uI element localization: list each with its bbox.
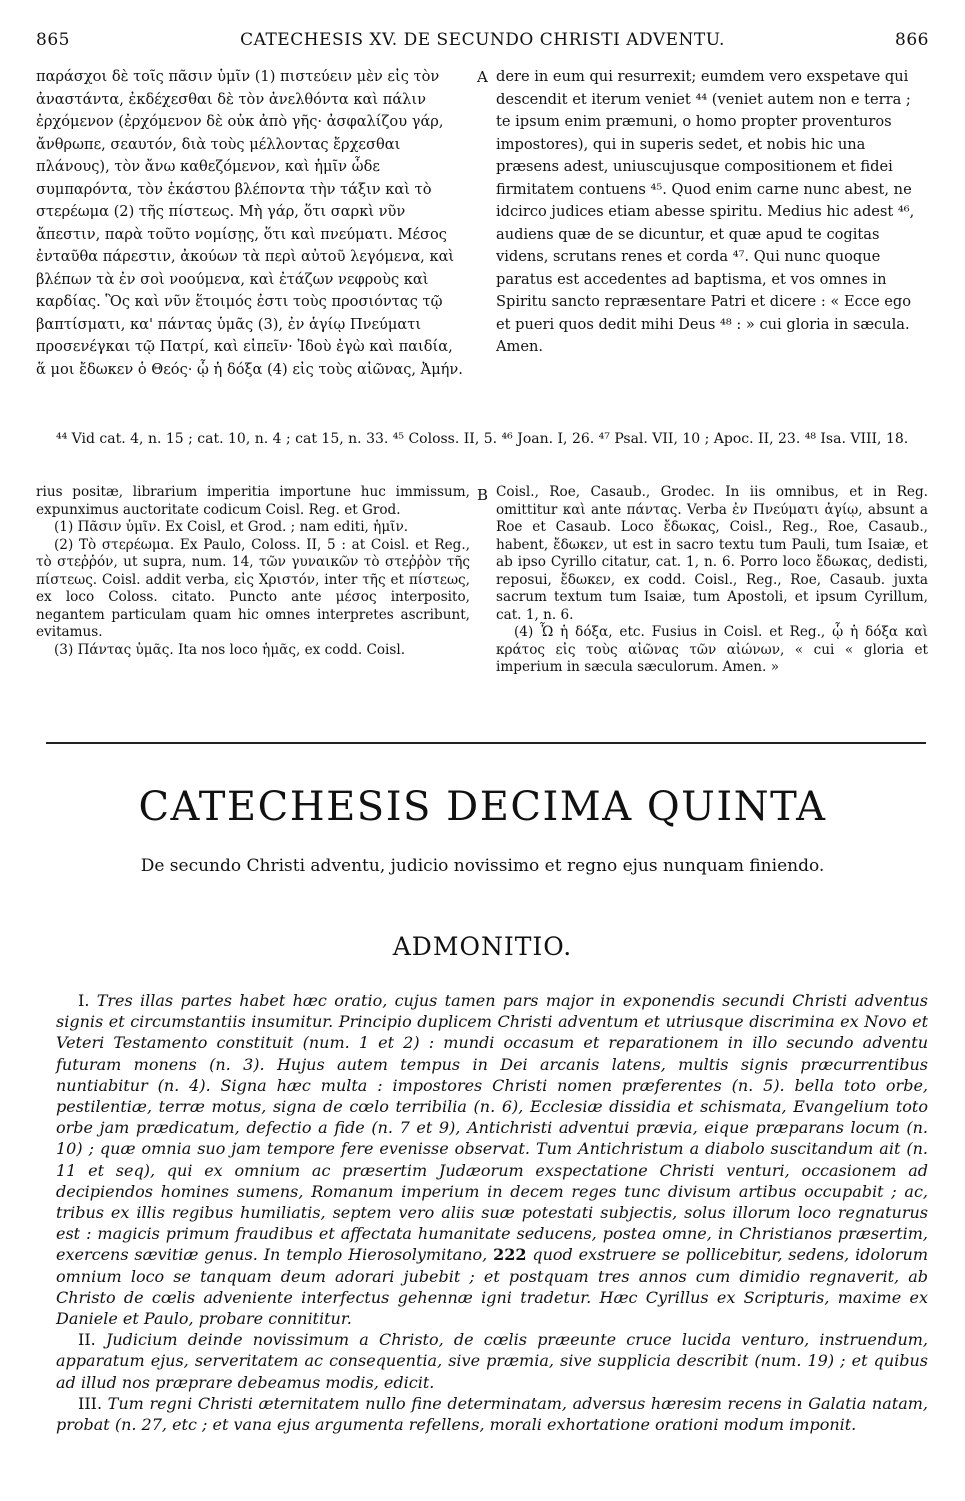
column-marker-b: B	[477, 486, 489, 504]
admonitio-heading: ADMONITIO.	[392, 932, 573, 961]
section-divider	[46, 742, 926, 744]
admonitio-paragraph-1	[56, 990, 928, 1329]
critical-notes-left	[36, 484, 470, 659]
main-title: CATECHESIS DECIMA QUINTA	[138, 784, 827, 830]
greek-column	[36, 66, 466, 381]
note-paragraph: (1) Πᾶσιν ὑμῖν. Ex Coisl, et Grod. ; nam editi, ἡμῖν.	[54, 519, 409, 535]
critical-notes-right	[496, 484, 928, 677]
admonitio-paragraph-3	[56, 1393, 928, 1435]
page-number-inline: 222	[493, 1245, 527, 1265]
running-header	[36, 30, 929, 54]
scripture-footnotes-text: ⁴⁴ Vid cat. 4, n. 15 ; cat. 10, n. 4 ; cat 15, n. 33. ⁴⁵ Coloss. II, 5. ⁴⁶ Joan. I, 26. ⁴⁷ Psal. VII, 10 ; Apoc. II, 23. ⁴⁸ Isa. VIII, 18.	[56, 431, 909, 447]
greek-text: παράσχοι δὲ τοῖς πᾶσιν ὑμῖν (1) πιστεύειν μὲν εἰς τὸν ἀναστάντα, ἐκδέχεσθαι δὲ τὸν ἀνελθόντα καὶ πάλιν ἐρχόμενον (ἐρχόμενον δὲ οὐκ ἀπὸ γῆς· ἀσφαλίζου γάρ, ἄνθρωπε, σεαυτόν, διὰ τοὺς μέλλοντας ἔρχεσθαι πλάνους), τὸν ἄνω καθεζόμενον, καὶ ἡμῖν ὧδε συμπαρόντα, τὸν ἑκάστου βλέποντα τὴν τάξιν καὶ τὸ στερέωμα (2) τῆς πίστεως. Μὴ γάρ, ὅτι σαρκὶ νῦν ἄπεστιν, παρὰ τοῦτο νομίσῃς, ὅτι καὶ πνεύματι. Μέσος ἐνταῦθα πάρεστιν, ἀκούων τὰ περὶ αὐτοῦ λεγόμενα, καὶ βλέπων τὰ ἐν σοὶ νοούμενα, καὶ ἐτάζων νεφροὺς καὶ καρδίας. Ὃς καὶ νῦν ἕτοιμός ἐστι τοὺς προσιόντας τῷ βαπτίσματι, κα' πάντας ὑμᾶς (3), ἐν ἁγίῳ Πνεύματι προσενέγκαι τῷ Πατρί, καὶ εἰπεῖν· Ἰδοὺ ἐγὼ καὶ παιδία, ἅ μοι ἔδωκεν ὁ Θεός· ᾧ ἡ δόξα (4) εἰς τοὺς αἰῶνας, Ἀμήν.	[36, 68, 463, 378]
subtitle: De secundo Christi adventu, judicio novissimo et regno ejus nunquam finiendo.	[140, 856, 825, 876]
column-marker-a: A	[477, 68, 488, 86]
paragraph-number: I.	[78, 991, 90, 1010]
paragraph-number: III.	[78, 1393, 103, 1413]
page-number-left: 865	[36, 30, 70, 50]
paragraph-number: II.	[78, 1330, 96, 1350]
admonitio-paragraph-2	[56, 1329, 928, 1393]
page-number-right: 866	[895, 30, 929, 50]
latin-text: dere in eum qui resurrexit; eumdem vero exspetave qui descendit et iterum veniet ⁴⁴ (veniet autem non e terra ; te ipsum enim præmuni, o homo propter proventuros impostores), qui in superis sedet, et nobis hic una præsens adest, uniuscujusque compositionem et fidei firmitatem contuens ⁴⁵. Quod enim carne nunc abest, ne idcirco judices etiam abesse spiritu. Medius hic adest ⁴⁶, audiens quæ de se dicuntur, et quæ apud te cogitas videns, scrutans renes et corda ⁴⁷. Qui nunc quoque paratus est accedentes ad baptisma, et vos omnes in Spiritu sancto repræsentare Patri et dicere : « Ecce ego et pueri quos dedit mihi Deus ⁴⁸ : » cui gloria in sæcula. Amen.	[496, 68, 915, 355]
paragraph-text: Tres illas partes habet hæc oratio, cujus tamen pars major in exponendis secundi Christi adventus signis et circumstantiis insumitur. Principio duplicem Christi adventum et utriusque discrimina ex Novo et Veteri Testamento constituit (num. 1 et 2) : mundi occasum et reparationem in illo secundo adventu futuram monens (n. 3). Hujus autem tempus in Dei arcanis latens, multis signis præcurrentibus nuntiabitur (n. 4). Signa hæc multa : impostores Christi nomen præferentes (n. 5). bella toto orbe, pestilentiæ, terræ motus, signa de cœlo terribilia (n. 6), Ecclesiæ dissidia et schismata, Evangelium toto orbe jam prædicatum, defectio a fide (n. 7 et 9), Antichristi adventui prævia, eique præparans locum (n. 10) ; quæ omnia suo jam tempore fere evenisse observat. Tum Antichristum a diabolo suscitandum ait (n. 11 et seq), qui ex omnium ac præsertim Judæorum exspectatione Christi venturi, occasionem ad decipiendos homines sumens, Romanum imperium in decem reges tunc divisum artibus occupabit ; ac, tribus ex illis regibus humiliatis, septem vero aliis suæ potestati subjectis, solus illorum loco regnaturus est : magicis primum fraudibus et affectata humanitate seducens, postea omne, in Christianos præsertim, exercens sævitiæ genus. In templo Hierosolymitano,	[56, 991, 928, 1265]
note-paragraph: rius positæ, librarium imperitia importune huc immissum, expunximus auctoritate codicum Coisl. Reg. et Grod.	[36, 484, 470, 518]
admonitio-body	[56, 990, 928, 1435]
running-title: CATECHESIS XV. DE SECUNDO CHRISTI ADVENTU.	[240, 30, 725, 50]
paragraph-text: Tum regni Christi æternitatem nullo fine determinatam, adversus hæresim recens in Galatia natam, probat (n. 27, etc ; et vana ejus argumenta refellens, morali exhortatione orationi modum imponit.	[56, 1393, 928, 1435]
note-paragraph: (3) Πάντας ὑμᾶς. Ita nos loco ἡμᾶς, ex codd. Coisl.	[54, 641, 406, 658]
paragraph-text: Judicium deinde novissimum a Christo, de cœlis præeunte cruce lucida venturo, instruendum, apparatum ejus, serveritatem ac consequentia, sive præmia, sive supplicia describit (num. 19) ; et quibus ad illud nos præprare debeamus modis, edicit.	[56, 1330, 929, 1392]
note-paragraph: (2) Τὸ στερέωμα. Ex Paulo, Coloss. II, 5 : at Coisl. et Reg., τὸ στεῤῥόν, ut supra, num. 14, τῶν γυναικῶν τὸ στεῤῥὸν τῆς πίστεως. Coisl. addit verba, εἰς Χριστόν, inter τῆς et πίστεως, ex loco Coloss. citato. Puncto ante μέσος interposito, negantem particulam quam hic omnes interpretes ascribunt, evitamus.	[36, 536, 470, 640]
note-paragraph: Coisl., Roe, Casaub., Grodec. In iis omnibus, et in Reg. omittitur καὶ ante πάντας. Verba ἐν Πνεύματι ἁγίῳ, absunt a Roe et Casaub. Loco ἔδωκας, Coisl., Reg., Roe, Casaub., habent, ἔδωκεν, ut est in sacro textu tum Pauli, tum Isaiæ, et ab ipso Cyrillo citatur, cat. 1, n. 6. Porro loco ἔδωκας, dedisti, reposui, ἔδωκεν, ex codd. Coisl., Reg., Roe, Casaub. juxta sacrum textum tum Isaiæ, tum Apostoli, et ipsum Cyrillum, cat. 1, n. 6.	[496, 484, 928, 623]
note-paragraph: (4) Ὧ ἡ δόξα, etc. Fusius in Coisl. et Reg., ᾧ ἡ δόξα καὶ κράτος εἰς τοὺς αἰῶνας τῶν αἰώνων, « cui « gloria et imperium in sæcula sæculorum. Amen. »	[496, 624, 928, 675]
scripture-footnotes	[36, 430, 928, 449]
latin-column	[496, 66, 928, 359]
paragraph-text: quod exstruere se pollicebitur, sedens, idolorum omnium loco se tanquam deum adorari jubebit ; et postquam tres annos cum dimidio regnaverit, ab Christo de cœlis adveniente interfectus gehennæ igni tradetur. Hæc Cyrillus ex Scripturis, maxime ex Daniele et Paulo, probare connititur.	[56, 1245, 928, 1329]
